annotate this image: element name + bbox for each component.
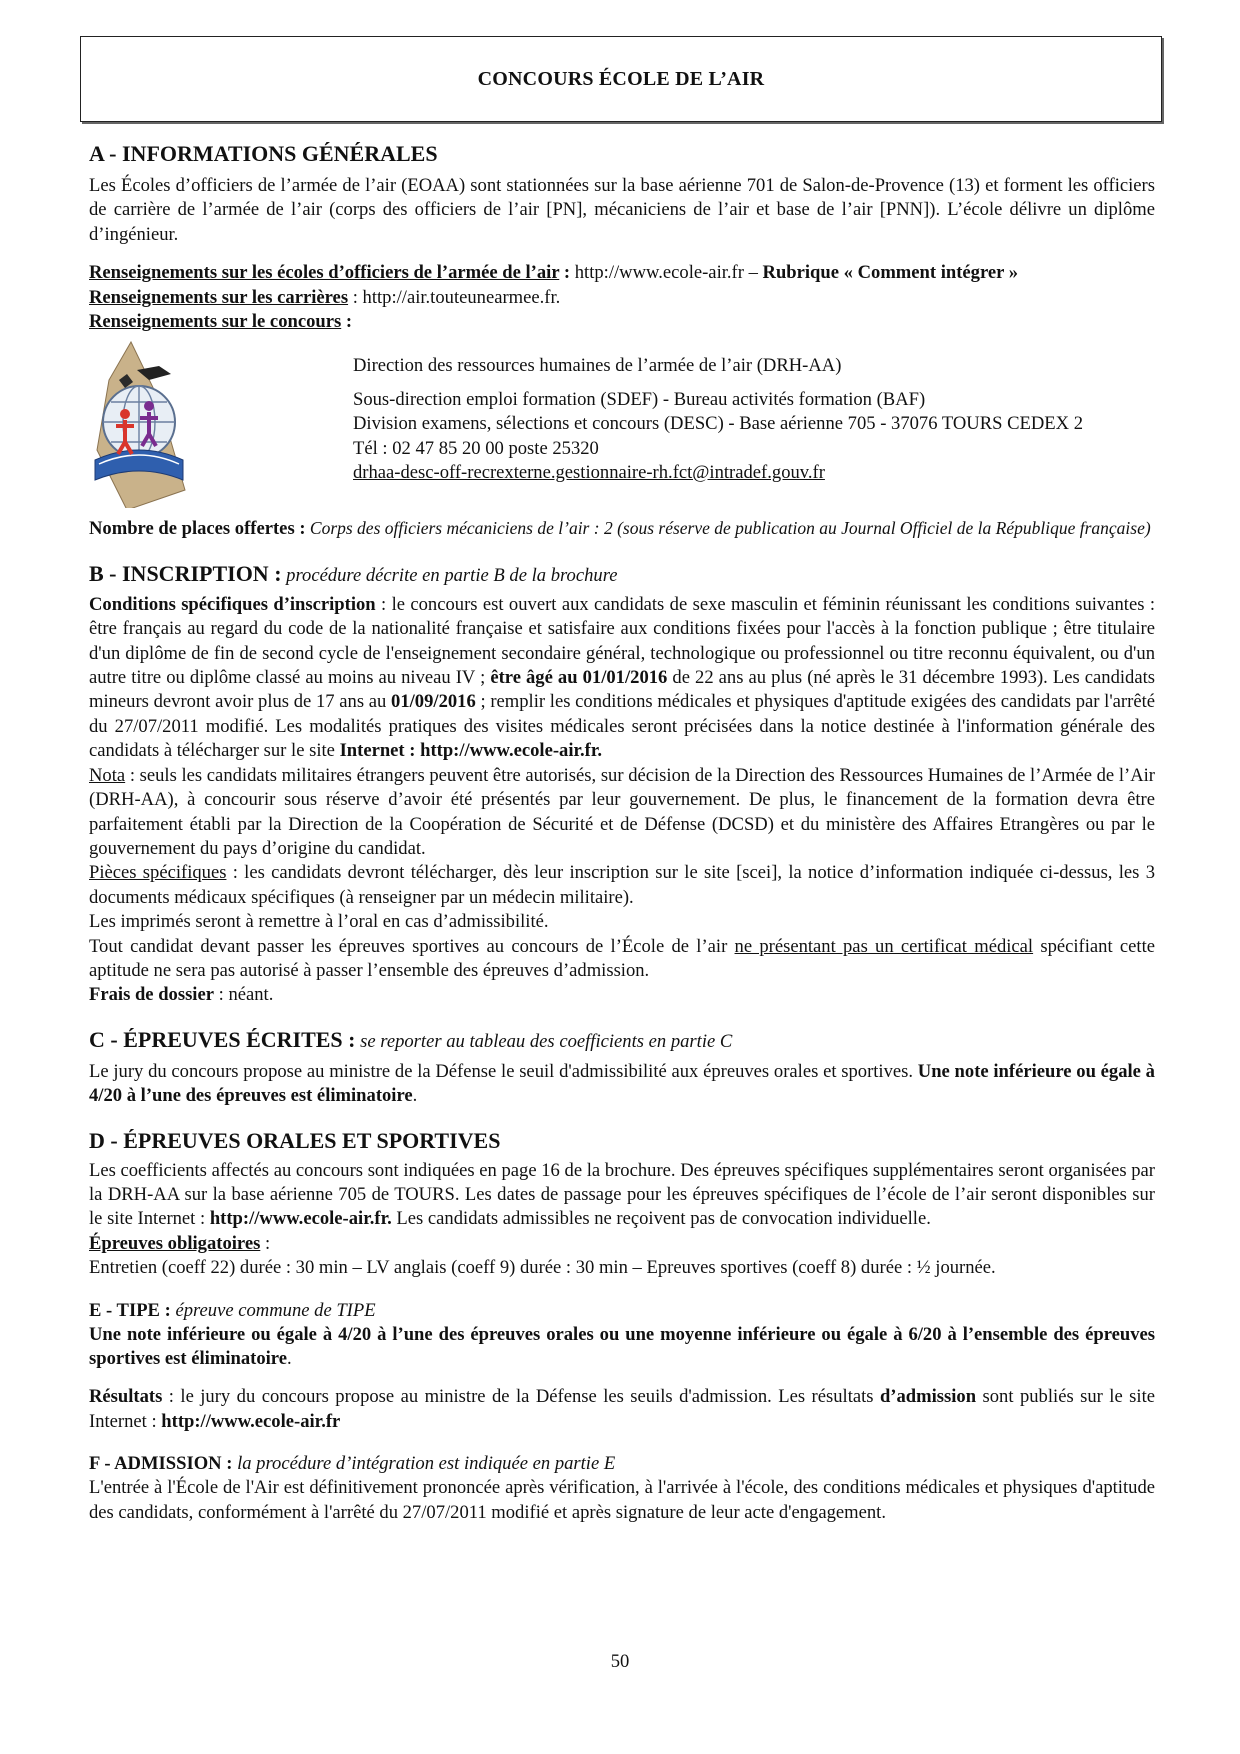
nota-paragraph: Nota : seuls les candidats militaires étrangers peuvent être autorisés, sur décision de la Direction des Ressources Humaines de l’Armée de l’Air (DRH-AA), à concourir sous réserve d’avoir été présentés par leur gouvernement. De plus, le financement de la formation devra être parfaitement établi par la Direction de la Coopération de Sécurité et de Défense (DCSD) et du ministère des Affaires Etrangères ou par le gouvernement du pays d’origine du candidat. xyxy=(89,764,1155,859)
info-ecoles-url[interactable]: http://www.ecole-air.fr xyxy=(574,262,744,284)
page-title: CONCOURS ÉCOLE DE L’AIR xyxy=(477,67,765,90)
contact-block xyxy=(89,340,1155,508)
info-carrieres-label: Renseignements sur les carrières xyxy=(89,286,349,308)
contact-phone: Tél : 02 47 85 20 00 poste 25320 xyxy=(353,437,599,459)
epreuves-obligatoires-label: Épreuves obligatoires xyxy=(89,1232,261,1254)
page-title-box xyxy=(80,36,1162,122)
conditions-label: Conditions spécifiques d’inscription xyxy=(89,593,376,615)
section-a-heading: A - INFORMATIONS GÉNÉRALES xyxy=(89,141,438,166)
resultats-url[interactable]: http://www.ecole-air.fr xyxy=(161,1410,341,1432)
frais-paragraph: Frais de dossier : néant. xyxy=(89,984,274,1006)
document-body xyxy=(89,140,1155,1525)
sport-paragraph: Tout candidat devant passer les épreuves sportives au concours de l’École de l’air ne présentant pas un certificat médical spécifiant cette aptitude ne sera pas autorisé à passer l’ensemble des épreuves d’admission. xyxy=(89,935,1155,981)
section-e-heading: E - TIPE : épreuve commune de TIPE xyxy=(89,1299,376,1321)
contact-email-link[interactable]: drhaa-desc-off-recrexterne.gestionnaire-rh.fct@intradef.gouv.fr xyxy=(353,462,825,484)
contact-sous-direction: Sous-direction emploi formation (SDEF) - Bureau activités formation (BAF) xyxy=(353,388,926,410)
page-number: 50 xyxy=(610,1651,630,1672)
info-ecoles-rubrique: Rubrique « Comment intégrer » xyxy=(762,262,1019,284)
conditions-inscription: Conditions spécifiques d’inscription : le concours est ouvert aux candidats de sexe masculin et féminin réunissant les conditions suivantes : être français au regard du code de la nationalité française et satisfaire aux conditions fixées pour l'accès à la fonction publique ; être titulaire d'un diplôme de fin de second cycle de l'enseignement secondaire général, technologique ou professionnel ou titre reconnu équivalent, ou d'un autre titre ou diplôme classé au moins au niveau IV ; être âgé au 01/01/2016 de 22 ans au plus (né après le 31 décembre 1993). Les candidats mineurs devront avoir plus de 17 ans au 01/09/2016 ; remplir les conditions médicales et physiques d'aptitude exigées des candidats par l'arrêté du 27/07/2011 modifié. Les modalités pratiques des visites médicales seront précisées dans la notice destinée à l'information générale des candidats à télécharger sur le site Internet : http://www.ecole-air.fr. xyxy=(89,593,1155,762)
section-e-eliminatoire: Une note inférieure ou égale à 4/20 à l’une des épreuves orales ou une moyenne inférieure ou égale à 6/20 à l’ensemble des épreuves sportives est éliminatoire. xyxy=(89,1323,1155,1369)
section-d-text: Les coefficients affectés au concours sont indiquées en page 16 de la brochure. Des épreuves spécifiques supplémentaires seront organisées par la DRH-AA sur la base aérienne 705 de TOURS. Les dates de passage pour les épreuves spécifiques de l’école de l’air seront disponibles sur le site Internet : http://www.ecole-air.fr. Les candidats admissibles ne reçoivent pas de convocation individuelle. xyxy=(89,1159,1155,1230)
pieces-label: Pièces spécifiques xyxy=(89,862,227,884)
section-d-url[interactable]: http://www.ecole-air.fr. xyxy=(209,1208,392,1230)
conditions-url[interactable]: Internet : http://www.ecole-air.fr. xyxy=(339,740,603,762)
section-c-text: Le jury du concours propose au ministre de la Défense le seuil d'admissibilité aux épreuves orales et sportives. Une note inférieure ou égale à 4/20 à l’une des épreuves est éliminatoire. xyxy=(89,1060,1155,1107)
section-a-intro: Les Écoles d’officiers de l’armée de l’air (EOAA) sont stationnées sur la base aérienne 701 de Salon-de-Provence (13) et forment les officiers de carrière de l’armée de l’air (corps des officiers de l’air [PN], mécaniciens de l’air et base de l’air [PNN]). L’école délivre un diplôme d’ingénieur. xyxy=(89,175,1155,245)
section-c-heading: C - ÉPREUVES ÉCRITES : se reporter au tableau des coefficients en partie C xyxy=(89,1026,733,1052)
contact-direction: Direction des ressources humaines de l’armée de l’air (DRH-AA) xyxy=(353,355,842,377)
frais-label: Frais de dossier xyxy=(89,984,214,1006)
info-concours-label: Renseignements sur le concours xyxy=(89,311,342,333)
info-carrieres xyxy=(89,286,1155,310)
contact-division: Division examens, sélections et concours (DESC) - Base aérienne 705 - 37076 TOURS CEDEX 2 xyxy=(353,413,1084,435)
contact-address xyxy=(353,340,1083,508)
epreuves-obligatoires: Épreuves obligatoires : xyxy=(89,1232,271,1254)
places-offertes-label: Nombre de places offertes : xyxy=(89,518,306,540)
pieces-paragraph: Pièces spécifiques : les candidats devront télécharger, dès leur inscription sur le site [scei], la notice d’information indiquée ci-dessus, les 3 documents médicaux spécifiques (à renseigner par un médecin militaire). xyxy=(89,862,1155,908)
section-f-text: L'entrée à l'École de l'Air est définitivement prononcée après vérification, à l'arrivée à l'école, des conditions médicales et physiques d'aptitude des candidats, conformément à l'arrêté du 27/07/2011 modifié et après signature de leur acte d'engagement. xyxy=(89,1477,1155,1523)
section-f-heading: F - ADMISSION : la procédure d’intégration est indiquée en partie E xyxy=(89,1453,616,1475)
places-offertes xyxy=(89,516,1155,541)
info-concours: Renseignements sur le concours : xyxy=(89,311,353,333)
info-ecoles-label: Renseignements sur les écoles d’officiers de l’armée de l’air xyxy=(89,262,560,284)
info-carrieres-url[interactable]: : http://air.touteunearmee.fr. xyxy=(348,286,561,308)
resultats-paragraph: Résultats : le jury du concours propose au ministre de la Défense les seuils d'admission. Les résultats d’admission sont publiés sur le site Internet : http://www.ecole-air.fr xyxy=(89,1386,1155,1432)
places-offertes-text: Corps des officiers mécaniciens de l’air : 2 (sous réserve de publication au Journal Officiel de la République française) xyxy=(305,518,1151,539)
resultats-label: Résultats xyxy=(89,1386,163,1408)
imprimes-paragraph: Les imprimés seront à remettre à l’oral en cas d’admissibilité. xyxy=(89,911,549,933)
nota-label: Nota xyxy=(89,764,126,786)
section-b-heading: B - INSCRIPTION : procédure décrite en partie B de la brochure xyxy=(89,560,618,586)
section-d-heading: D - ÉPREUVES ORALES ET SPORTIVES xyxy=(89,1127,501,1153)
info-ecoles: Renseignements sur les écoles d’officiers de l’armée de l’air : http://www.ecole-air.fr – Rubrique « Comment intégrer » xyxy=(89,262,1019,284)
drh-aa-logo-icon xyxy=(89,340,189,508)
epreuves-obligatoires-list: Entretien (coeff 22) durée : 30 min – LV anglais (coeff 9) durée : 30 min – Epreuves sportives (coeff 8) durée : ½ journée. xyxy=(89,1257,996,1279)
